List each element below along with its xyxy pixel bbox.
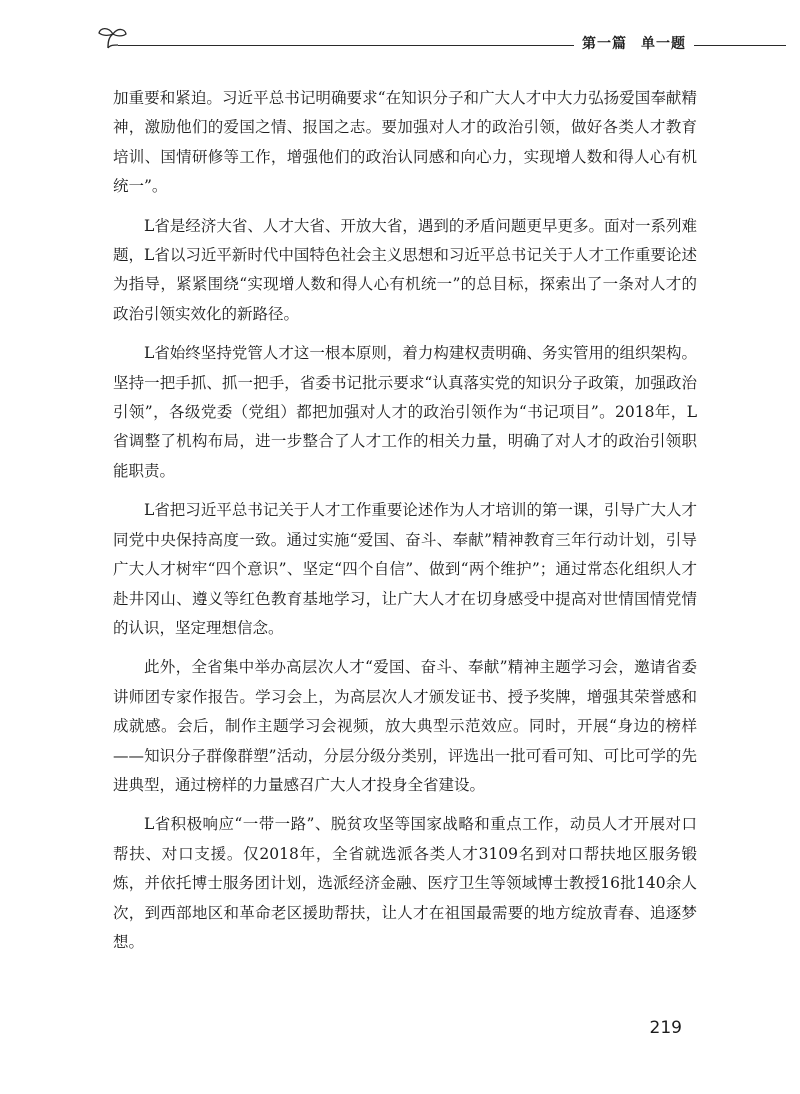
paragraph: L省积极响应“一带一路”、脱贫攻坚等国家战略和重点工作，动员人才开展对口帮扶、对口支援。仅2018年，全省就选派各类人才3109名到对口帮扶地区服务锻炼，并依托博士服务团计划，选派经济金融、医疗卫生等领域博士教授16批140余人次，到西部地区和革命老区援助帮扶，让人才在祖国最需要的地方绽放青春、追逐梦想。 — [113, 815, 697, 951]
sprout-icon — [96, 24, 130, 58]
paragraph: 加重要和紧迫。习近平总书记明确要求“在知识分子和广大人才中大力弘扬爱国奉献精神，激励他们的爱国之情、报国之志。要加强对人才的政治引领，做好各类人才教育培训、国情研修等工作，增强他们的政治认同感和向心力，实现增人数和得人心有机统一”。 — [113, 89, 697, 196]
running-head — [574, 33, 694, 55]
paragraph: L省是经济大省、人才大省、开放大省，遇到的矛盾问题更早更多。面对一系列难题，L省以习近平新时代中国特色社会主义思想和习近平总书记关于人才工作重要论述为指导，紧紧围绕“实现增人数和得人心有机统一”的总目标，探索出了一条对人才的政治引领实效化的新路径。 — [113, 216, 697, 323]
paragraph: 此外，全省集中举办高层次人才“爱国、奋斗、奉献”精神主题学习会，邀请省委讲师团专家作报告。学习会上，为高层次人才颁发证书、授予奖牌，增强其荣誉感和成就感。会后，制作主题学习会视频，放大典型示范效应。同时，开展“身边的榜样——知识分子群像群塑”活动，分层分级分类别，评选出一批可看可知、可比可学的先进典型，通过榜样的力量感召广大人才投身全省建设。 — [113, 658, 697, 794]
part-label: 第一篇 — [582, 36, 627, 52]
paragraph: L省把习近平总书记关于人才工作重要论述作为人才培训的第一课，引导广大人才同党中央保持高度一致。通过实施“爱国、奋斗、奉献”精神教育三年行动计划，引导广大人才树牢“四个意识”、坚定“四个自信”、做到“两个维护”；通过常态化组织人才赴井冈山、遵义等红色教育基地学习，让广大人才在切身感受中提高对世情国情党情的认识，坚定理想信念。 — [113, 501, 697, 637]
body-text — [113, 84, 697, 967]
page-number: 219 — [649, 1018, 682, 1038]
page-header — [96, 24, 786, 64]
section-label: 单一题 — [641, 36, 686, 52]
paragraph: L省始终坚持党管人才这一根本原则，着力构建权责明确、务实管用的组织架构。坚持一把手抓、抓一把手，省委书记批示要求“认真落实党的知识分子政策，加强政治引领”，各级党委（党组）都把加强对人才的政治引领作为“书记项目”。2018年，L省调整了机构布局，进一步整合了人才工作的相关力量，明确了对人才的政治引领职能职责。 — [113, 344, 697, 480]
